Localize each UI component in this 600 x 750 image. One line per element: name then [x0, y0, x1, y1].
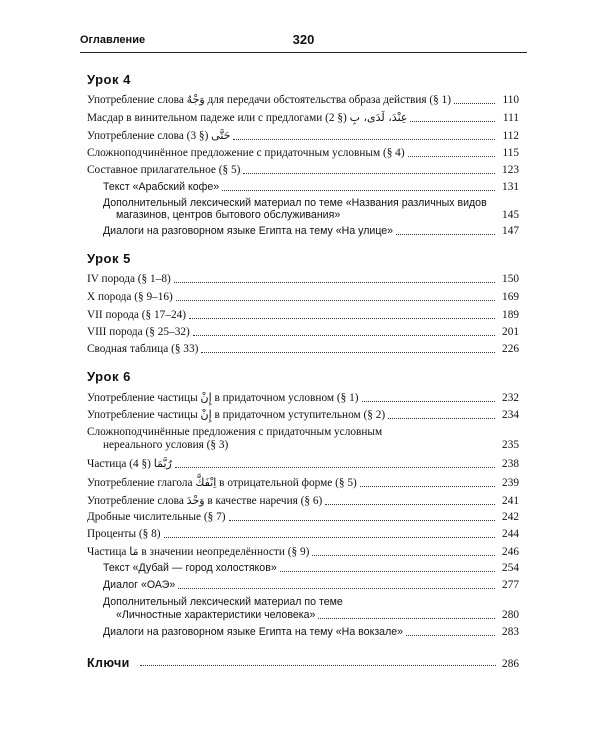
toc-entry[interactable]: [87, 273, 519, 286]
toc-page-number: 242: [502, 511, 519, 523]
toc-page-number: 239: [502, 477, 519, 489]
toc-entry-title: Диалоги на разговорном языке Египта на тему «На улице»: [103, 225, 394, 237]
arabic-term: إِنْ: [200, 408, 212, 421]
toc-entry-title: X порода (§ 9–16): [87, 291, 173, 303]
toc-entry[interactable]: [87, 291, 519, 304]
dot-leader: [175, 467, 495, 468]
toc-entry-title: Употребление слова وَحْدَ в качестве наречия (§ 6): [87, 494, 323, 507]
toc-page-number: 232: [502, 392, 519, 404]
toc-page-number: 241: [502, 495, 519, 507]
toc-page-number: 112: [502, 130, 519, 142]
toc-entry-title: Употребление частицы إِنْ в придаточном условном (§ 1): [87, 391, 359, 404]
dot-leader: [360, 486, 495, 487]
toc-entry[interactable]: [87, 309, 519, 322]
toc-entry-title: Текст «Дубай — город холостяков»: [103, 562, 277, 574]
toc-page-number: 110: [502, 94, 519, 106]
toc-page-number: 246: [502, 546, 519, 558]
dot-leader: [193, 335, 495, 336]
toc-entry-title-line1: Сложноподчинённые предложения с придаточным условным: [87, 426, 383, 438]
toc-entry[interactable]: [87, 457, 519, 471]
toc-entry-title: Текст «Арабский кофе»: [103, 181, 220, 193]
toc-page-number: 189: [502, 309, 519, 321]
toc-entry-title: Употребление слова حَتَّى (§ 3): [87, 129, 231, 142]
dot-leader: [325, 504, 495, 505]
toc-entry[interactable]: [87, 476, 519, 490]
toc-entry[interactable]: [87, 129, 519, 143]
toc-subentry[interactable]: [103, 626, 519, 639]
toc-entry-title: Проценты (§ 8): [87, 528, 161, 540]
toc-page-number: 244: [502, 528, 519, 540]
toc-page-number: 131: [502, 181, 519, 193]
dot-leader: [408, 156, 495, 157]
arabic-term: رُبَّمَا: [153, 457, 172, 470]
dot-leader: [406, 635, 495, 636]
toc-entry[interactable]: [87, 164, 519, 177]
toc-page-number: 115: [502, 147, 519, 159]
arabic-term: اِنْفَكَّ: [195, 476, 217, 489]
toc-entry[interactable]: [87, 494, 519, 508]
toc-entry-title: Употребление слова وَجْهٌ для передачи обстоятельства образа действия (§ 1): [87, 93, 452, 106]
dot-leader: [189, 318, 495, 319]
toc-entry[interactable]: [87, 343, 519, 356]
toc-entry-title-line1: Дополнительный лексический материал по теме «Названия различных видов: [103, 197, 487, 209]
dot-leader: [233, 139, 495, 140]
toc-page-number: 238: [502, 458, 519, 470]
dot-leader: [318, 618, 495, 619]
toc-entry[interactable]: [87, 93, 519, 107]
toc-entry-title: «Личностные характеристики человека»: [116, 609, 316, 621]
dot-leader: [229, 520, 495, 521]
toc-entry-title: нереального условия (§ 3): [103, 439, 229, 451]
toc-subentry[interactable]: [116, 609, 519, 622]
arabic-term: مَا: [129, 545, 139, 558]
dot-leader: [164, 537, 495, 538]
toc-entry-title: Дробные числительные (§ 7): [87, 511, 226, 523]
toc-page-number: 226: [502, 343, 519, 355]
arabic-term: وَجْهٌ: [186, 93, 205, 106]
toc-subentry[interactable]: [103, 225, 519, 238]
toc-page-number: 147: [502, 225, 519, 237]
toc-page-number: 254: [502, 562, 519, 574]
toc-subentry[interactable]: [103, 181, 519, 194]
toc-subentry[interactable]: [103, 579, 519, 592]
lesson-5-heading: Урок 5: [87, 251, 131, 266]
toc-entry[interactable]: [87, 326, 519, 339]
toc-entry-title: Частица مَا в значении неопределённости (§ 9): [87, 545, 310, 558]
toc-page-number: 150: [502, 273, 519, 285]
toc-entry-title: Употребление глагола اِنْفَكَّ в отрицательной форме (§ 5): [87, 476, 357, 489]
dot-leader: [312, 555, 495, 556]
toc-page-number: 201: [502, 326, 519, 338]
toc-entry-title: Диалоги на разговорном языке Египта на тему «На вокзале»: [103, 626, 404, 638]
dot-leader: [243, 173, 495, 174]
toc-entry-title: Составное прилагательное (§ 5): [87, 164, 241, 176]
toc-entry[interactable]: [87, 391, 519, 405]
toc-entry[interactable]: [103, 439, 519, 452]
dot-leader: [174, 282, 495, 283]
dot-leader: [176, 300, 495, 301]
dot-leader: [201, 352, 495, 353]
running-header: [80, 32, 527, 53]
toc-subentry[interactable]: [116, 209, 519, 222]
toc-page-number: 286: [502, 658, 519, 670]
dot-leader: [396, 234, 495, 235]
keys-title: Ключи: [87, 656, 130, 670]
toc-entry[interactable]: [87, 511, 519, 524]
dot-leader: [410, 121, 495, 122]
arabic-term: إِنْ: [200, 391, 212, 404]
toc-entry-title: IV порода (§ 1–8): [87, 273, 171, 285]
dot-leader: [222, 190, 495, 191]
toc-page-number: 280: [502, 609, 519, 621]
toc-entry[interactable]: [87, 528, 519, 541]
page-number: 320: [292, 32, 315, 47]
toc-page-number: 277: [502, 579, 519, 591]
toc-entry-title: Частица رُبَّمَا (§ 4): [87, 457, 172, 470]
toc-page-number: 169: [502, 291, 519, 303]
toc-entry-title: VIII порода (§ 25–32): [87, 326, 190, 338]
toc-entry-title: VII порода (§ 17–24): [87, 309, 186, 321]
toc-entry[interactable]: [87, 147, 519, 160]
toc-entry[interactable]: [87, 111, 519, 125]
toc-entry-title: Диалог «ОАЭ»: [103, 579, 176, 591]
dot-leader: [388, 418, 495, 419]
dot-leader: [362, 401, 496, 402]
toc-entry-title: Сложноподчинённое предложение с придаточным условным (§ 4): [87, 147, 405, 159]
toc-entry[interactable]: [87, 545, 519, 559]
toc-page-number: 123: [502, 164, 519, 176]
lesson-4-heading: Урок 4: [87, 72, 131, 87]
toc-entry-title: Употребление частицы إِنْ в придаточном уступительном (§ 2): [87, 408, 386, 421]
toc-entry-keys[interactable]: [87, 656, 519, 670]
toc-page-number: 283: [502, 626, 519, 638]
arabic-term: حَتَّى: [211, 129, 231, 142]
toc-entry-title: магазинов, центров бытового обслуживания»: [116, 209, 341, 221]
dot-leader: [178, 588, 495, 589]
toc-page-number: 145: [502, 209, 519, 221]
toc-page-number: 235: [502, 439, 519, 451]
toc-subentry[interactable]: [103, 562, 519, 575]
dot-leader: [280, 571, 495, 572]
dot-leader: [140, 665, 496, 666]
toc-entry-title: Сводная таблица (§ 33): [87, 343, 199, 355]
dot-leader: [454, 103, 495, 104]
header-section-title: Оглавление: [80, 34, 146, 46]
toc-entry[interactable]: [87, 408, 519, 422]
arabic-term: وَحْدَ: [186, 494, 205, 507]
toc-entry-title: Масдар в винительном падеже или с предлогами عِنْدَ، لَدَى، بِ (§ 2): [87, 111, 408, 124]
lesson-6-heading: Урок 6: [87, 369, 131, 384]
arabic-term: عِنْدَ، لَدَى، بِ: [349, 111, 408, 124]
toc-page-number: 234: [502, 409, 519, 421]
toc-entry-title-line1: Дополнительный лексический материал по теме: [103, 596, 343, 608]
toc-page-number: 111: [502, 112, 519, 124]
